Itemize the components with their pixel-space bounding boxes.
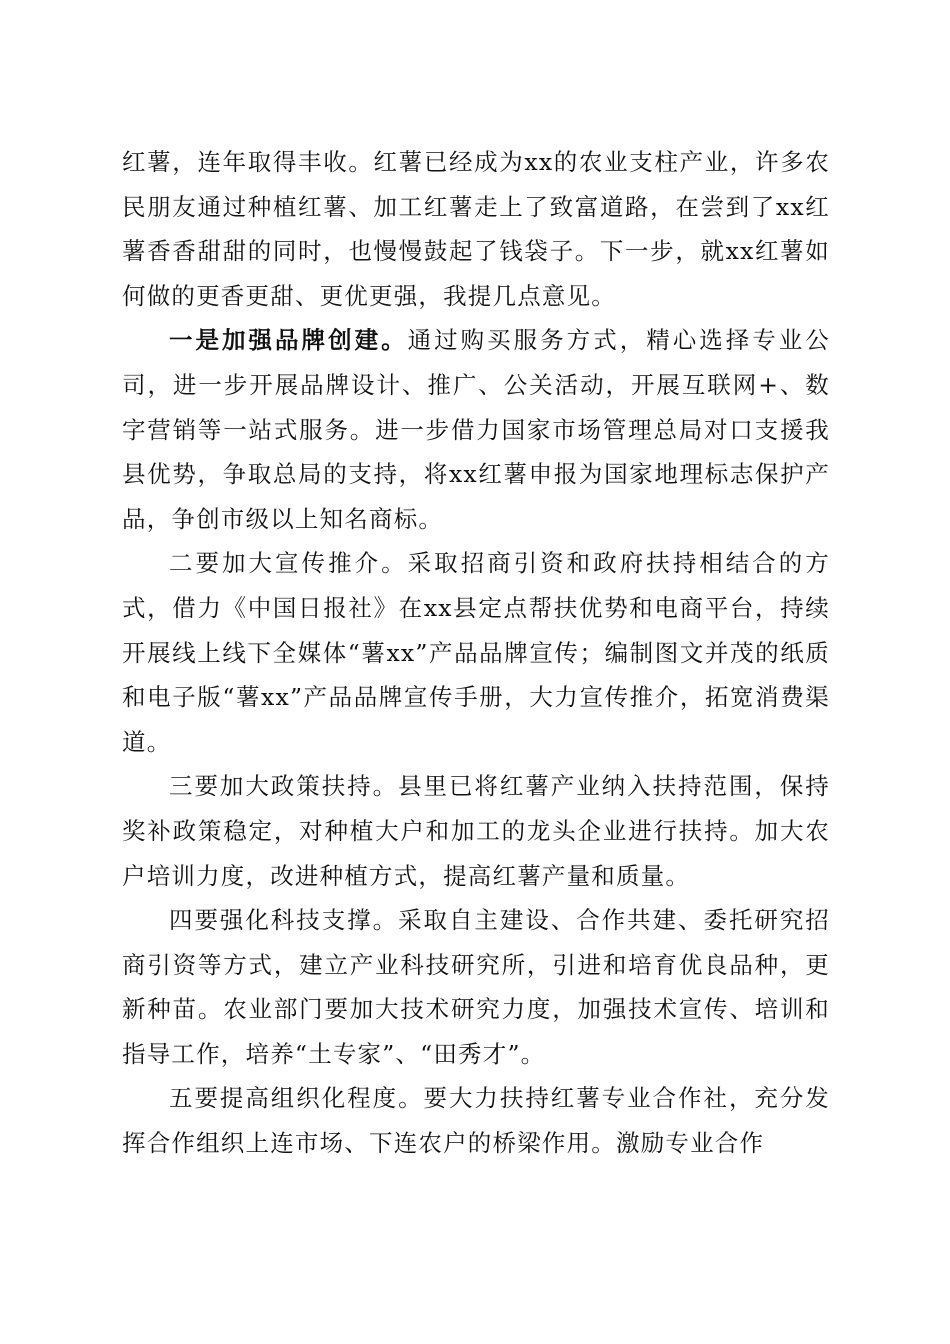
paragraph-text: 红薯，连年取得丰收。红薯已经成为xx的农业支柱产业，许多农民朋友通过种植红薯、加工红薯走上了致富道路，在尝到了xx红薯香香甜甜的同时，也慢慢鼓起了钱袋子。下一步，就xx红薯如何做的更香更甜、更优更强，我提几点意见。: [122, 148, 830, 310]
paragraph-policy-support: [122, 764, 830, 898]
paragraph-text: 三要加大政策扶持。县里已将红薯产业纳入扶持范围，保持奖补政策稳定，对种植大户和加工的龙头企业进行扶持。加大农户培训力度，改进种植方式，提高红薯产量和质量。: [122, 772, 830, 890]
paragraph-text: 通过购买服务方式，精心选择专业公司，进一步开展品牌设计、推广、公关活动，开展互联网+、数字营销等一站式服务。进一步借力国家市场管理总局对口支援我县优势，争取总局的支持，将xx红薯申报为国家地理标志保护产品，争创市级以上知名商标。: [122, 326, 830, 533]
document-body: [122, 140, 830, 1166]
paragraph-text: 二要加大宣传推介。采取招商引资和政府扶持相结合的方式，借力《中国日报社》在xx县定点帮扶优势和电商平台，持续开展线上线下全媒体“薯xx”产品品牌宣传；编制图文并茂的纸质和电子版“薯xx”产品品牌宣传手册，大力宣传推介，拓宽消费渠道。: [122, 549, 830, 756]
paragraph-text: 五要提高组织化程度。要大力扶持红薯专业合作社，充分发挥合作组织上连市场、下连农户的桥梁作用。激励专业合作: [122, 1084, 830, 1158]
paragraph-text: 四要强化科技支撑。采取自主建设、合作共建、委托研究招商引资等方式，建立产业科技研究所，引进和培育优良品种，更新种苗。农业部门要加大技术研究力度，加强技术宣传、培训和指导工作，培养“土专家”、“田秀才”。: [122, 906, 830, 1068]
paragraph-tech-support: [122, 898, 830, 1076]
paragraph-publicity: [122, 541, 830, 764]
paragraph-brand-building: [122, 318, 830, 541]
paragraph-lead: 一是加强品牌创建。: [169, 326, 408, 355]
paragraph-organization: [122, 1076, 830, 1165]
paragraph-intro: [122, 140, 830, 318]
